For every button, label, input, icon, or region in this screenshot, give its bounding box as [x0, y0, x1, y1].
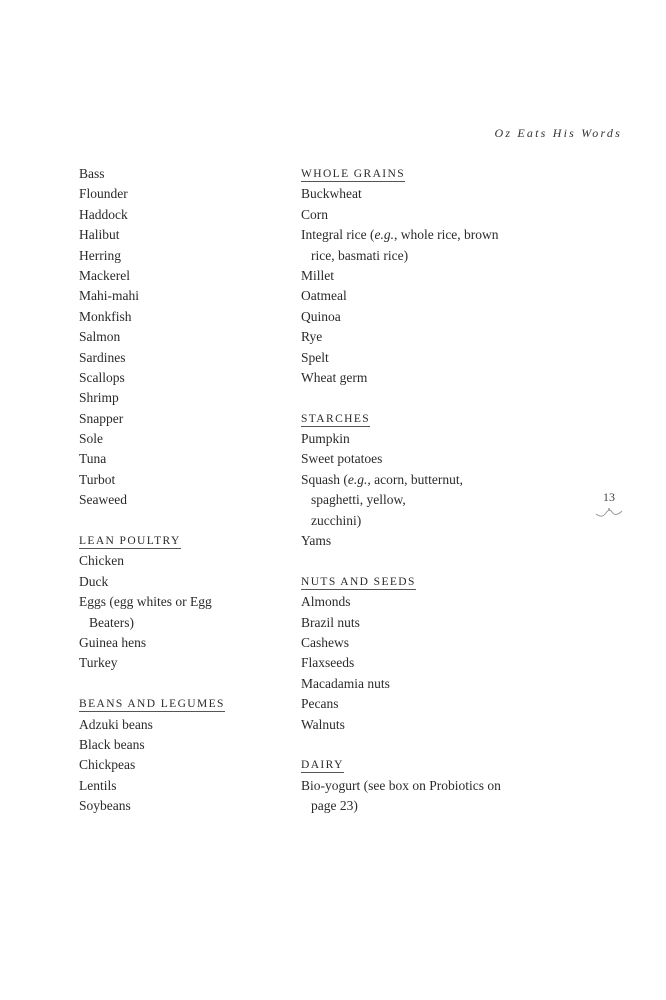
list-item: Seaweed — [79, 492, 127, 508]
list-item: Black beans — [79, 736, 145, 752]
page-number: 13 — [603, 490, 615, 504]
list-item — [301, 225, 541, 245]
list-item: Salmon — [79, 329, 121, 345]
list-item-text-part: e.g., — [347, 471, 371, 487]
section-heading — [79, 531, 319, 551]
section-heading — [301, 755, 541, 775]
section-heading-text: WHOLE GRAINS — [301, 168, 405, 180]
list-item: Eggs (egg whites or Egg — [79, 594, 212, 610]
list-item — [301, 470, 541, 490]
list-item-continuation: Beaters) — [89, 614, 134, 630]
list-item: Sardines — [79, 349, 126, 365]
list-item-continuation: spaghetti, yellow, — [311, 492, 406, 508]
list-item: Guinea hens — [79, 634, 147, 650]
list-item: Bass — [79, 166, 105, 181]
list-item-text-part: acorn, butternut, — [370, 471, 463, 487]
list-item: Duck — [79, 573, 109, 589]
list-item: Oatmeal — [301, 288, 347, 304]
list-item: Mahi-mahi — [79, 288, 139, 304]
section-heading-text: BEANS AND LEGUMES — [79, 698, 225, 711]
section-heading — [301, 572, 541, 592]
list-item: Pecans — [301, 696, 339, 712]
spacer — [79, 674, 319, 694]
list-item: Lentils — [79, 777, 117, 793]
list-item-text-part: Squash ( — [301, 471, 348, 487]
list-item: Scallops — [79, 369, 125, 385]
list-item: Sweet potatoes — [301, 451, 383, 467]
list-item: Chicken — [79, 553, 124, 569]
list-item: Walnuts — [301, 716, 345, 732]
ornament-icon — [594, 505, 624, 519]
list-item: Monkfish — [79, 308, 132, 324]
list-item-text-part: Integral rice ( — [301, 227, 375, 243]
list-item: Herring — [79, 247, 121, 263]
list-item: Snapper — [79, 410, 124, 426]
right-column — [301, 164, 541, 817]
left-column — [79, 164, 319, 817]
list-item: Soybeans — [79, 798, 131, 814]
spacer — [79, 511, 319, 531]
list-item: Rye — [301, 329, 323, 345]
list-item: Wheat germ — [301, 369, 368, 385]
list-item: Bio-yogurt (see box on Probiotics on — [301, 777, 501, 793]
section-heading-text: STARCHES — [301, 412, 371, 425]
section-heading-text: NUTS AND SEEDS — [301, 575, 416, 588]
list-item: Haddock — [79, 206, 128, 222]
list-item: Flaxseeds — [301, 655, 355, 671]
list-item-text-part: , whole rice, brown — [393, 227, 499, 243]
spacer — [301, 551, 541, 571]
list-item: Tuna — [79, 451, 107, 467]
running-head: Oz Eats His Words — [494, 126, 622, 140]
list-item: Cashews — [301, 634, 349, 650]
section-heading-text: LEAN POULTRY — [79, 535, 181, 548]
list-item: Chickpeas — [79, 757, 136, 773]
list-item-text-part: e.g. — [374, 227, 394, 243]
list-item: Buckwheat — [301, 186, 362, 202]
section-heading — [79, 694, 319, 714]
list-item: Flounder — [79, 186, 128, 202]
section-heading-text: DAIRY — [301, 759, 344, 772]
list-item: Yams — [301, 533, 332, 549]
list-item-continuation: zucchini) — [311, 512, 362, 528]
list-item: Halibut — [79, 227, 120, 243]
list-item: Adzuki beans — [79, 716, 153, 732]
list-item: Shrimp — [79, 390, 119, 406]
list-item: Macadamia nuts — [301, 675, 390, 691]
list-item: Pumpkin — [301, 431, 350, 447]
section-heading — [301, 164, 541, 184]
list-item: Sole — [79, 431, 104, 447]
list-item: Spelt — [301, 349, 329, 365]
list-item: Turbot — [79, 471, 116, 487]
section-heading — [301, 409, 541, 429]
list-item: Corn — [301, 206, 328, 222]
list-item-continuation: page 23) — [311, 798, 358, 814]
spacer — [301, 735, 541, 755]
list-item: Turkey — [79, 655, 118, 671]
list-item: Brazil nuts — [301, 614, 360, 630]
list-item: Millet — [301, 267, 334, 283]
list-item: Quinoa — [301, 308, 341, 324]
list-item: Mackerel — [79, 267, 130, 283]
list-item-continuation: rice, basmati rice) — [311, 247, 409, 263]
list-item: Almonds — [301, 594, 351, 610]
spacer — [301, 388, 541, 408]
